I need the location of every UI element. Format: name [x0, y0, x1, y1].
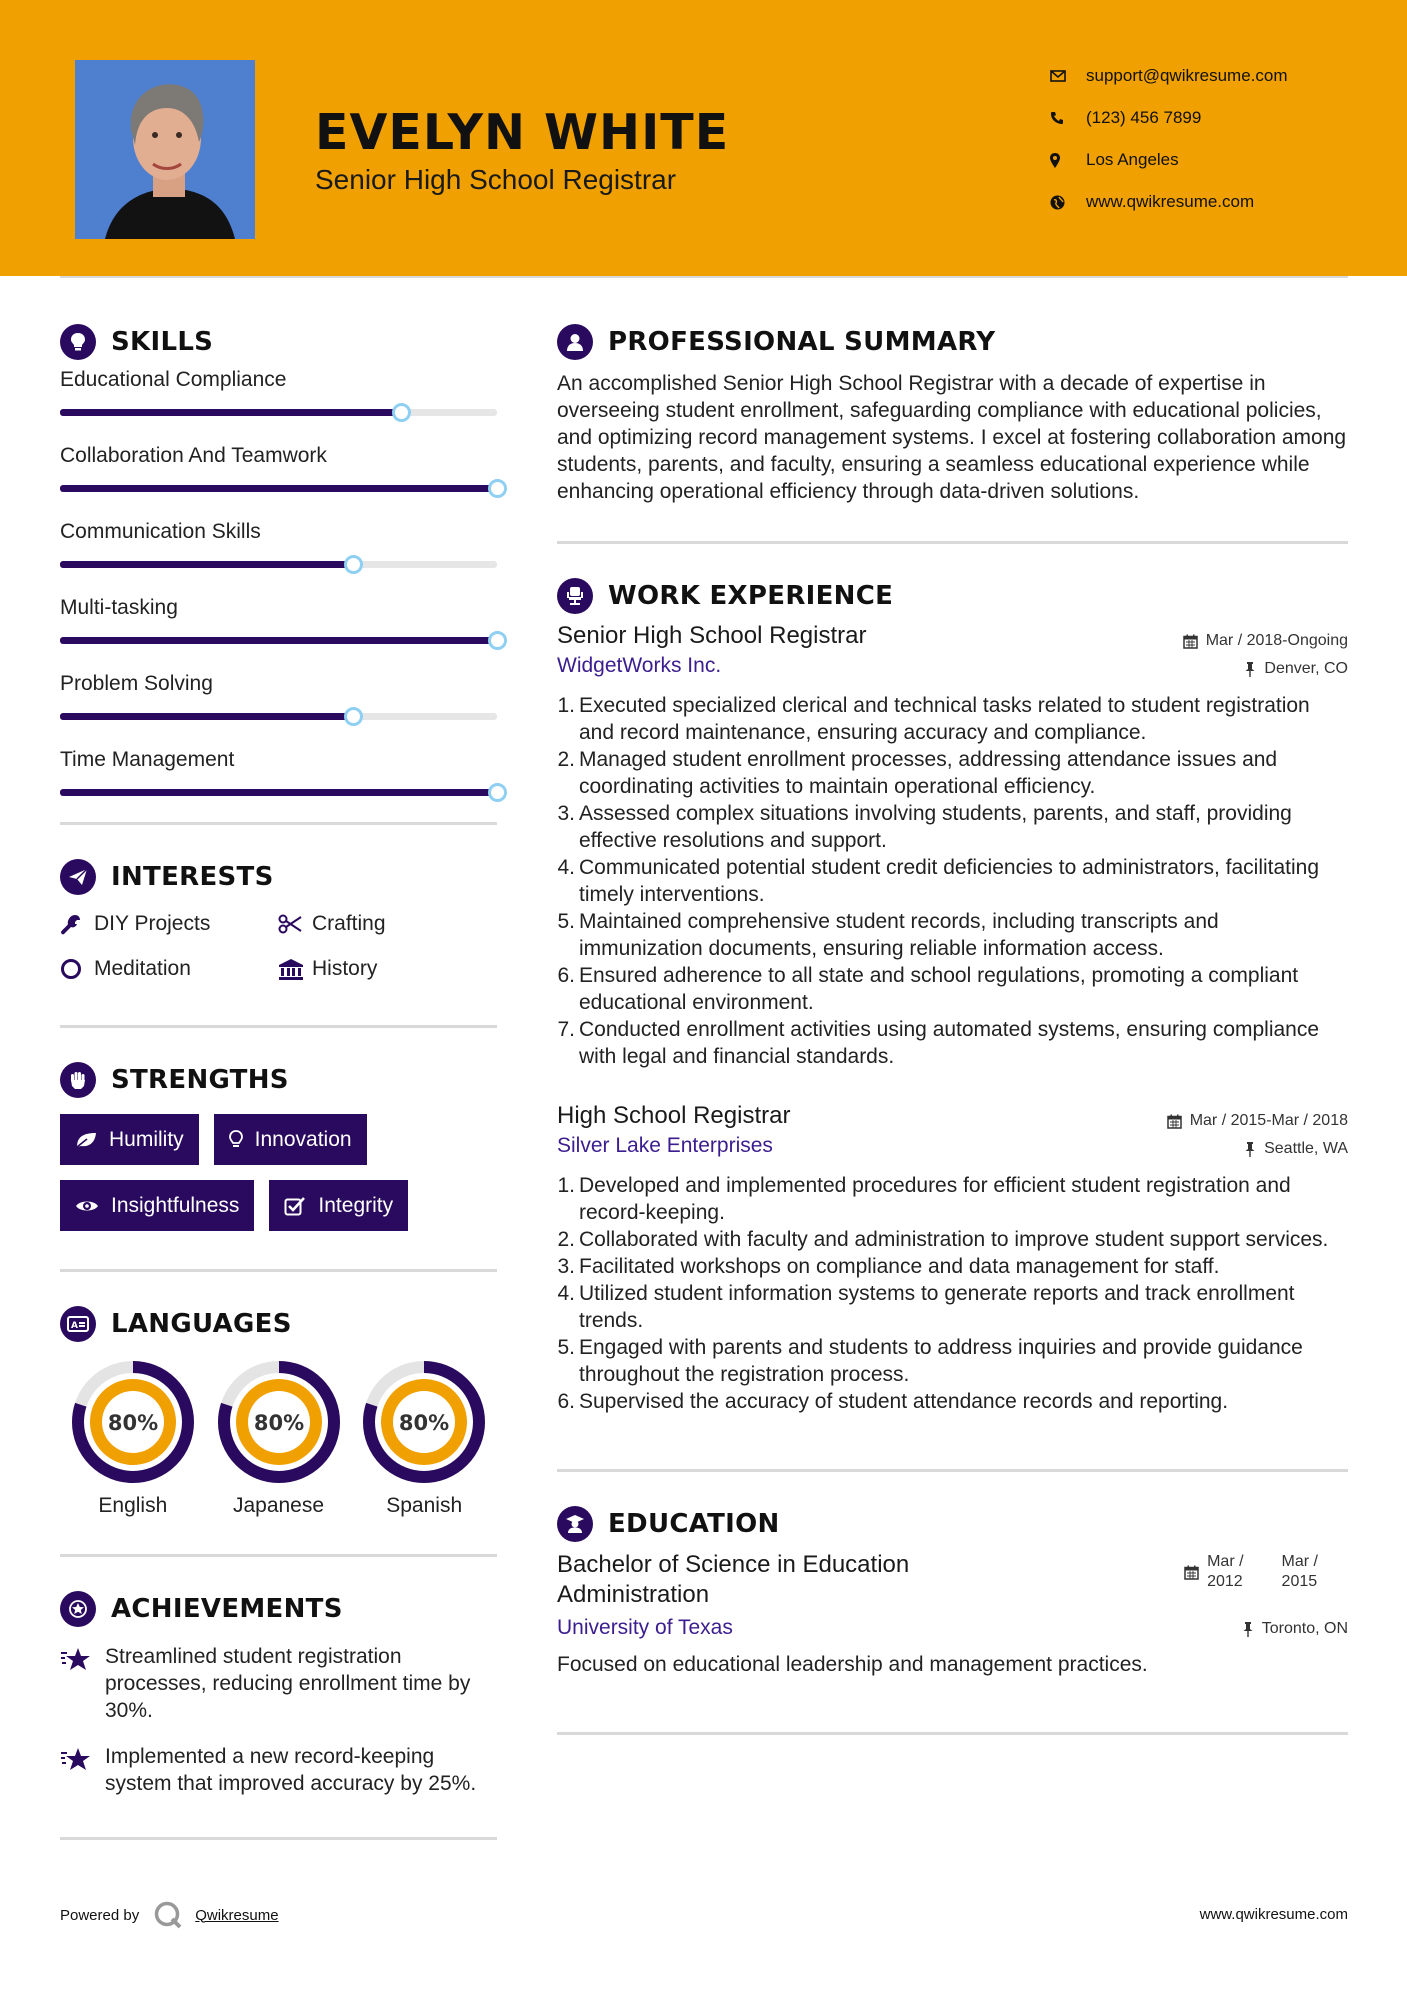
skill-bar-knob [488, 783, 507, 802]
scissors-icon [278, 914, 312, 934]
header-divider [60, 276, 1348, 278]
skill-bar [60, 713, 497, 720]
strength-badge [269, 1180, 408, 1231]
education-description: Focused on educational leadership and management practices. [557, 1653, 1148, 1676]
contact-website-text: www.qwikresume.com [1086, 192, 1255, 211]
svg-text:A: A [71, 1321, 78, 1331]
pushpin-icon [1242, 1622, 1254, 1637]
language-ring [362, 1360, 486, 1484]
candidate-title: Senior High School Registrar [315, 164, 677, 195]
education-date-start-month: Mar / [1207, 1553, 1244, 1570]
interest-item [278, 954, 497, 983]
skill-bar-knob [344, 707, 363, 726]
leaf-icon [75, 1131, 97, 1149]
interests-title: INTERESTS [111, 862, 274, 892]
skill-item [60, 366, 497, 442]
language-item [206, 1360, 352, 1518]
education-entry [557, 1550, 1348, 1710]
skill-name: Collaboration And Teamwork [60, 444, 327, 467]
office-chair-icon [557, 578, 593, 614]
language-percent: 80% [107, 1411, 158, 1435]
interest-label: Crafting [312, 911, 386, 935]
museum-icon [278, 958, 312, 980]
skill-name: Multi-tasking [60, 596, 178, 619]
job-title: High School Registrar [557, 1102, 791, 1129]
skill-bar-fill [60, 789, 497, 796]
languages-title: LANGUAGES [111, 1309, 292, 1339]
education-date-start-year: 2012 [1207, 1573, 1243, 1590]
section-divider [557, 541, 1348, 544]
job-location-text: Seattle, WA [1264, 1140, 1348, 1157]
job-location [1244, 660, 1348, 678]
star-icon [60, 1743, 105, 1797]
responsibility-item: 3. Facilitated workshops on compliance and data management for staff. [557, 1255, 1220, 1278]
calendar-icon [1167, 1114, 1182, 1129]
strengths-list [60, 1114, 460, 1231]
location-pin-icon [1050, 153, 1086, 168]
skill-bar-fill [60, 637, 497, 644]
section-divider [60, 1554, 497, 1557]
skill-bar-knob [488, 479, 507, 498]
skill-bar-fill [60, 713, 353, 720]
education-date-end-year: 2015 [1281, 1573, 1318, 1590]
strength-badge [60, 1114, 199, 1165]
footer-powered-by [60, 1900, 279, 1930]
job-header-row [557, 622, 1348, 650]
contact-email[interactable] [1050, 55, 1390, 97]
contact-block [1050, 55, 1390, 223]
responsibility-item: 2. Collaborated with faculty and administration to improve student support services. [557, 1228, 1329, 1251]
job-header-row [557, 1102, 1348, 1130]
skill-name: Problem Solving [60, 672, 213, 695]
achievement-text: Streamlined student registration processes, reducing enrollment time by 30%. [105, 1645, 471, 1722]
strength-label: Humility [109, 1127, 184, 1151]
achievements-title: ACHIEVEMENTS [111, 1594, 343, 1624]
lightbulb-icon [60, 324, 96, 360]
section-divider [60, 822, 497, 825]
envelope-icon [1050, 70, 1086, 82]
achievement-text: Implemented a new record-keeping system that improved accuracy by 25%. [105, 1745, 477, 1795]
interest-label: DIY Projects [94, 911, 211, 935]
responsibility-item: 4. Communicated potential student credit deficiencies to administrators, facilitating timely interventions. [557, 856, 1320, 906]
responsibility-item: 3. Assessed complex situations involving students, parents, and staff, providing effective resolutions and support. [557, 802, 1292, 852]
section-divider [60, 1269, 497, 1272]
job-responsibilities [557, 692, 1348, 1070]
skill-name: Communication Skills [60, 520, 261, 543]
calendar-icon [1183, 634, 1198, 649]
raised-fist-icon [60, 1062, 96, 1098]
strength-badge [60, 1180, 254, 1231]
skill-name: Educational Compliance [60, 368, 287, 391]
globe-icon [1050, 195, 1086, 210]
language-percent: 80% [399, 1411, 450, 1435]
degree-line-1: Bachelor of Science in Education [557, 1551, 910, 1578]
summary-text: An accomplished Senior High School Registrar with a decade of expertise in overseeing student enrollment, safeguarding compliance with educational policies, and optimizing record management systems. I excel at fostering collaboration among students, parents, and faculty, ensuring a seamless educational experience while enhancing operational efficiency through data-driven solutions. [557, 372, 1347, 503]
responsibility-item: 7. Conducted enrollment activities using automated systems, ensuring compliance with legal and financial standards. [557, 1018, 1320, 1068]
strength-badge [214, 1114, 367, 1165]
job-company: Silver Lake Enterprises [557, 1134, 773, 1157]
profile-photo [75, 60, 255, 239]
lightbulb-icon [229, 1130, 243, 1150]
language-item [351, 1360, 497, 1518]
skill-item [60, 594, 497, 670]
checkbox-icon [284, 1196, 306, 1216]
education-location-text: Toronto, ON [1261, 1620, 1348, 1637]
job-date-text: Mar / 2018-Ongoing [1205, 632, 1348, 649]
skill-item [60, 518, 497, 594]
job-location-text: Denver, CO [1264, 660, 1348, 677]
strength-label: Insightfulness [111, 1193, 240, 1217]
user-icon [557, 324, 593, 360]
languages-heading [60, 1302, 497, 1346]
language-ring [71, 1360, 195, 1484]
skill-bar [60, 789, 497, 796]
contact-phone[interactable] [1050, 97, 1390, 139]
skills-heading [60, 320, 497, 364]
skill-name: Time Management [60, 748, 235, 771]
strength-label: Innovation [254, 1127, 352, 1151]
section-divider [557, 1469, 1348, 1472]
interests-list [60, 909, 497, 983]
language-name: Spanish [386, 1494, 463, 1517]
responsibility-item: 1. Developed and implemented procedures for efficient student registration and record-keeping. [557, 1174, 1291, 1224]
candidate-name: EVELYN WHITE [315, 104, 730, 161]
language-name: English [98, 1494, 168, 1517]
job-entry [557, 1102, 1348, 1415]
interest-label: History [312, 956, 378, 980]
contact-location [1050, 139, 1390, 181]
summary-title: PROFESSIONAL SUMMARY [608, 327, 996, 357]
qwikresume-link[interactable]: Qwikresume [195, 1906, 279, 1924]
job-entry [557, 622, 1348, 1070]
paper-plane-icon [60, 859, 96, 895]
interest-item [278, 909, 497, 938]
contact-website[interactable] [1050, 181, 1390, 223]
strengths-title: STRENGTHS [111, 1065, 289, 1095]
interest-item [60, 954, 278, 983]
experience-title: WORK EXPERIENCE [608, 581, 894, 611]
calendar-icon [1184, 1565, 1199, 1580]
pushpin-icon [1244, 1142, 1256, 1157]
education-location [1242, 1620, 1348, 1638]
job-location [1244, 1140, 1348, 1158]
job-company: WidgetWorks Inc. [557, 654, 722, 677]
star-badge-icon [60, 1591, 96, 1627]
responsibility-item: 1. Executed specialized clerical and technical tasks related to student registration and record maintenance, ensuring accuracy and compliance. [557, 694, 1310, 744]
interest-label: Meditation [94, 956, 191, 980]
resume-header [0, 0, 1407, 276]
achievement-item [60, 1643, 497, 1724]
language-ring [217, 1360, 341, 1484]
powered-by-text: Powered by [60, 1906, 140, 1924]
achievement-item [60, 1743, 497, 1797]
skill-bar-fill [60, 485, 497, 492]
language-name: Japanese [232, 1494, 325, 1517]
contact-email-text: support@qwikresume.com [1086, 66, 1288, 85]
experience-heading [557, 574, 1348, 618]
skill-item [60, 746, 497, 822]
job-date-text: Mar / 2015-Mar / 2018 [1189, 1112, 1348, 1129]
skill-bar [60, 485, 497, 492]
footer-url[interactable]: www.qwikresume.com [1199, 1906, 1348, 1923]
right-column [557, 320, 1348, 1735]
skill-bar-knob [392, 403, 411, 422]
education-title: EDUCATION [608, 1509, 780, 1539]
job-date [1167, 1112, 1348, 1130]
skills-list [60, 366, 497, 822]
achievements-heading [60, 1587, 497, 1631]
skill-bar [60, 637, 497, 644]
contact-location-text: Los Angeles [1086, 150, 1179, 169]
skill-bar [60, 561, 497, 568]
skill-item [60, 670, 497, 746]
section-divider [60, 1837, 497, 1840]
degree-line-2: Administration [557, 1581, 710, 1608]
wrench-icon [60, 913, 94, 935]
language-card-icon [60, 1306, 96, 1342]
qwikresume-logo-icon [153, 1900, 183, 1930]
interest-item [60, 909, 278, 938]
graduate-icon [557, 1506, 593, 1542]
section-divider [557, 1732, 1348, 1735]
education-heading [557, 1502, 1348, 1546]
strengths-heading [60, 1058, 497, 1102]
responsibility-item: 5. Maintained comprehensive student records, including transcripts and immunization documents, ensuring reliable information access. [557, 910, 1219, 960]
responsibility-item: 6. Supervised the accuracy of student attendance records and reporting. [557, 1390, 1229, 1413]
responsibility-item: 6. Ensured adherence to all state and school regulations, promoting a compliant educational environment. [557, 964, 1299, 1014]
skill-bar-fill [60, 561, 353, 568]
skill-bar-fill [60, 409, 401, 416]
skill-bar [60, 409, 497, 416]
education-school: University of Texas [557, 1616, 733, 1639]
responsibility-item: 5. Engaged with parents and students to address inquiries and provide guidance throughout the registration process. [557, 1336, 1303, 1386]
skills-title: SKILLS [111, 327, 214, 357]
left-column [60, 320, 497, 1840]
star-icon [60, 1643, 105, 1724]
skill-bar-knob [488, 631, 507, 650]
education-date [1184, 1552, 1318, 1592]
languages-list [60, 1360, 497, 1518]
responsibility-item: 2. Managed student enrollment processes, addressing attendance issues and coordinating activities to maintain operational efficiency. [557, 748, 1278, 798]
language-percent: 80% [253, 1411, 304, 1435]
phone-icon [1050, 111, 1086, 125]
eye-icon [75, 1198, 99, 1214]
job-responsibilities [557, 1172, 1348, 1415]
circle-icon [60, 958, 94, 980]
section-divider [60, 1025, 497, 1028]
interests-heading [60, 855, 497, 899]
pushpin-icon [1244, 662, 1256, 677]
skill-bar-knob [344, 555, 363, 574]
job-date [1183, 632, 1348, 650]
contact-phone-text: (123) 456 7899 [1086, 108, 1202, 127]
strength-label: Integrity [318, 1193, 394, 1217]
job-company-row [557, 654, 1348, 678]
summary-heading [557, 320, 1348, 364]
responsibility-item: 4. Utilized student information systems to generate reports and track enrollment trends. [557, 1282, 1295, 1332]
language-item [60, 1360, 206, 1518]
skill-item [60, 442, 497, 518]
job-title: Senior High School Registrar [557, 622, 867, 649]
education-date-end-month: Mar / [1281, 1553, 1318, 1570]
job-company-row [557, 1134, 1348, 1158]
